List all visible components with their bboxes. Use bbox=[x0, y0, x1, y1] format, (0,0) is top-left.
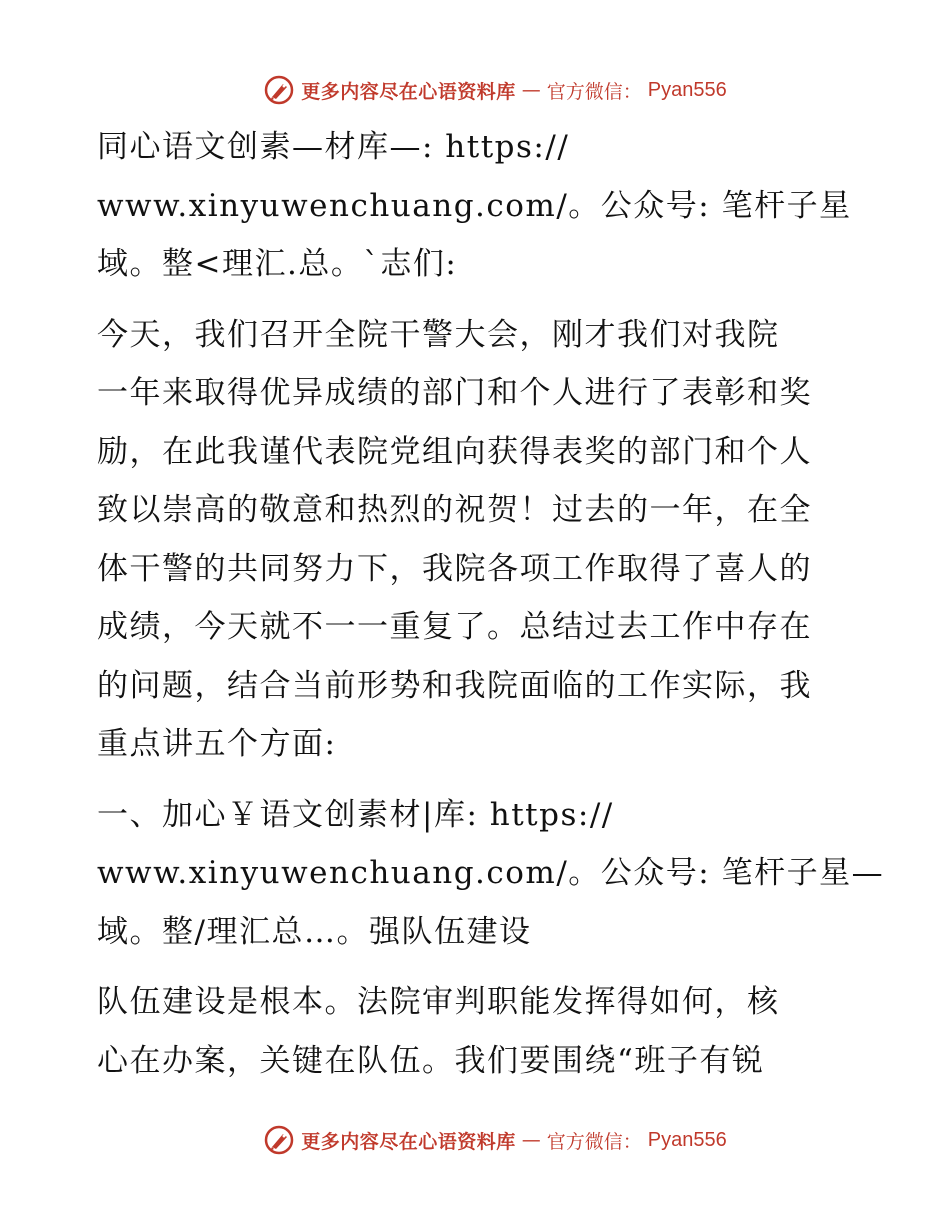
text-line: www.xinyuwenchuang.com/。公众号: 笔杆子星— bbox=[97, 855, 885, 891]
banner-separator: — bbox=[521, 1129, 541, 1151]
text-line: 致以崇高的敬意和热烈的祝贺！过去的一年，在全 bbox=[97, 492, 812, 528]
paragraph-3 bbox=[97, 786, 885, 962]
paragraph-2 bbox=[97, 306, 857, 774]
banner-site-text: 更多内容尽在心语资料库 bbox=[301, 1130, 516, 1153]
text-line: 队伍建设是根本。法院审判职能发挥得如何，核 bbox=[97, 984, 780, 1020]
footer-banner bbox=[0, 1120, 950, 1160]
text-line: 重点讲五个方面: bbox=[97, 726, 337, 762]
text-line: 励，在此我谨代表院党组向获得表奖的部门和个人 bbox=[97, 433, 812, 470]
banner-wechat-label: 官方微信： bbox=[546, 1130, 642, 1153]
banner-wechat-label: 官方微信： bbox=[546, 80, 642, 103]
pen-nib-icon bbox=[263, 74, 295, 106]
header-banner bbox=[0, 70, 950, 110]
banner-content bbox=[263, 1124, 727, 1156]
banner-wechat-id: Pyan556 bbox=[647, 1128, 727, 1151]
text-line: 体干警的共同努力下，我院各项工作取得了喜人的 bbox=[97, 550, 812, 587]
banner-site-text: 更多内容尽在心语资料库 bbox=[301, 80, 516, 103]
text-line: 成绩，今天就不一一重复了。总结过去工作中存在 bbox=[97, 609, 812, 645]
banner-separator: — bbox=[521, 79, 541, 101]
paragraph-4 bbox=[97, 973, 857, 1090]
text-line: 一年来取得优异成绩的部门和个人进行了表彰和奖 bbox=[97, 375, 812, 411]
text-line: 同心语文创素—材库—: https:// bbox=[97, 129, 570, 165]
paragraph-1 bbox=[97, 118, 857, 294]
banner-wechat-id: Pyan556 bbox=[647, 78, 727, 101]
text-line: 的问题，结合当前形势和我院面临的工作实际，我 bbox=[97, 667, 812, 704]
text-line: 心在办案，关键在队伍。我们要围绕“班子有锐 bbox=[97, 1042, 765, 1079]
text-line: www.xinyuwenchuang.com/。公众号: 笔杆子星 bbox=[97, 187, 852, 224]
text-line: 域。整/理汇总…。强队伍建设 bbox=[97, 913, 532, 950]
banner-content bbox=[263, 74, 727, 106]
document-body bbox=[97, 118, 885, 1102]
text-line: 一、加心￥语文创素材|库: https:// bbox=[97, 796, 614, 833]
pen-nib-icon bbox=[263, 1124, 295, 1156]
text-line: 今天，我们召开全院干警大会，刚才我们对我院 bbox=[97, 316, 780, 353]
text-line: 域。整<理汇.总。`志们: bbox=[97, 246, 458, 282]
